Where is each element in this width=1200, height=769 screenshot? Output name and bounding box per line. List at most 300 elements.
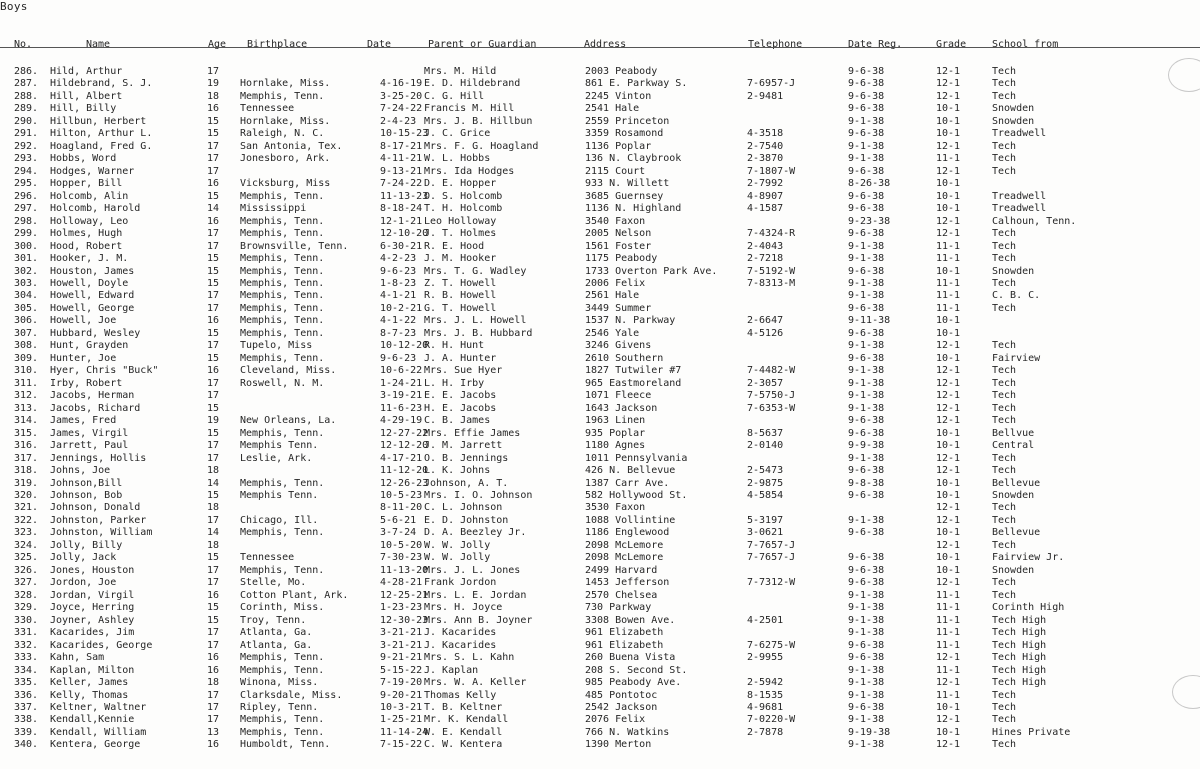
student-age-cell: 18 xyxy=(207,502,220,514)
school-from-cell: Tech High xyxy=(992,639,1047,651)
birth-date-cell: 6-30-21 xyxy=(380,240,423,252)
parent-guardian-cell: R. E. Hood xyxy=(424,240,485,252)
telephone-cell: 2-9481 xyxy=(747,90,784,102)
student-name-cell: Howell, Joe xyxy=(50,315,117,327)
birth-date-cell: 5-15-22 xyxy=(380,664,423,676)
address-cell: 582 Hollywood St. xyxy=(585,489,688,501)
header-parent: Parent or Guardian xyxy=(428,39,537,50)
date-registered-cell: 9-6-38 xyxy=(848,552,885,564)
birth-date-cell: 10-3-21 xyxy=(380,701,423,713)
student-name-cell: James, Fred xyxy=(50,415,117,427)
telephone-cell: 7-6957-J xyxy=(747,78,796,90)
column-header-row xyxy=(0,39,1200,53)
telephone-cell: 2-7218 xyxy=(747,253,784,265)
student-age-cell: 17 xyxy=(207,440,220,452)
birth-date-cell: 12-27-22 xyxy=(380,427,429,439)
entry-number-cell: 294. xyxy=(14,165,39,177)
birth-date-cell: 11-6-23 xyxy=(380,402,423,414)
student-age-cell: 17 xyxy=(207,340,220,352)
parent-guardian-cell: T. H. Holcomb xyxy=(424,203,503,215)
parent-guardian-cell: D. E. Hopper xyxy=(424,178,497,190)
school-from-cell: Tech xyxy=(992,165,1017,177)
birthplace-cell: Memphis, Tenn. xyxy=(240,726,325,738)
student-name-cell: Hodges, Warner xyxy=(50,165,135,177)
entry-number-cell: 310. xyxy=(14,365,39,377)
birthplace-cell: Clarksdale, Miss. xyxy=(240,689,343,701)
school-from-cell: Snowden xyxy=(992,115,1035,127)
birth-date-cell: 7-24-22 xyxy=(380,178,423,190)
birth-date-cell: 11-14-24 xyxy=(380,726,429,738)
parent-guardian-cell: Mrs. J. L. Howell xyxy=(424,315,527,327)
birth-date-cell: 1-23-23 xyxy=(380,602,423,614)
telephone-cell: 4-8907 xyxy=(747,190,784,202)
address-cell: 2006 Felix xyxy=(585,277,646,289)
grade-cell: 10-1 xyxy=(936,103,961,115)
student-age-cell: 16 xyxy=(207,739,220,751)
school-from-cell: Tech xyxy=(992,90,1017,102)
school-from-cell: Snowden xyxy=(992,564,1035,576)
student-age-cell: 19 xyxy=(207,415,220,427)
telephone-cell: 7-0220-W xyxy=(747,714,796,726)
student-name-cell: Hubbard, Wesley xyxy=(50,327,141,339)
address-cell: 1136 Poplar xyxy=(585,140,652,152)
parent-guardian-cell: Mrs. S. L. Kahn xyxy=(424,652,515,664)
student-age-cell: 15 xyxy=(207,128,220,140)
date-registered-cell: 9-6-38 xyxy=(848,302,885,314)
date-registered-cell: 9-1-38 xyxy=(848,602,885,614)
table-row xyxy=(0,241,1200,254)
parent-guardian-cell: H. E. Jacobs xyxy=(424,402,497,414)
school-from-cell: Treadwell xyxy=(992,128,1047,140)
birthplace-cell: Ripley, Tenn. xyxy=(240,701,319,713)
student-name-cell: Jordan, Virgil xyxy=(50,589,135,601)
birth-date-cell: 1-8-23 xyxy=(380,277,417,289)
student-age-cell: 16 xyxy=(207,315,220,327)
student-name-cell: Jordon, Joe xyxy=(50,577,117,589)
parent-guardian-cell: J. M. Hooker xyxy=(424,253,497,265)
table-row xyxy=(0,739,1200,752)
date-registered-cell: 9-6-38 xyxy=(848,78,885,90)
address-cell: 136 N. Claybrook xyxy=(585,153,682,165)
table-row xyxy=(0,91,1200,104)
school-from-cell: Fairview Jr. xyxy=(992,552,1065,564)
entry-number-cell: 301. xyxy=(14,253,39,265)
address-cell: 2076 Felix xyxy=(585,714,646,726)
entry-number-cell: 309. xyxy=(14,352,39,364)
address-cell: 426 N. Bellevue xyxy=(585,465,676,477)
student-age-cell: 17 xyxy=(207,228,220,240)
entry-number-cell: 287. xyxy=(14,78,39,90)
table-row xyxy=(0,665,1200,678)
parent-guardian-cell: J. C. Grice xyxy=(424,128,491,140)
entry-number-cell: 304. xyxy=(14,290,39,302)
table-row xyxy=(0,303,1200,316)
telephone-cell: 7-5750-J xyxy=(747,390,796,402)
table-row xyxy=(0,515,1200,528)
table-row xyxy=(0,290,1200,303)
address-cell: 1011 Pennsylvania xyxy=(585,452,688,464)
telephone-cell: 2-7878 xyxy=(747,726,784,738)
table-row xyxy=(0,615,1200,628)
birth-date-cell: 9-20-21 xyxy=(380,689,423,701)
table-row xyxy=(0,453,1200,466)
address-cell: 208 S. Second St. xyxy=(585,664,688,676)
birth-date-cell: 10-2-21 xyxy=(380,302,423,314)
address-cell: 1088 Vollintine xyxy=(585,514,676,526)
table-row xyxy=(0,440,1200,453)
student-name-cell: Hill, Billy xyxy=(50,103,117,115)
student-name-cell: Jarrett, Paul xyxy=(50,440,129,452)
birthplace-cell: Memphis, Tenn. xyxy=(240,277,325,289)
address-cell: 861 E. Parkway S. xyxy=(585,78,688,90)
address-cell: 1180 Agnes xyxy=(585,440,646,452)
birth-date-cell: 12-10-20 xyxy=(380,228,429,240)
entry-number-cell: 340. xyxy=(14,739,39,751)
birth-date-cell: 4-16-19 xyxy=(380,78,423,90)
grade-cell: 10-1 xyxy=(936,701,961,713)
date-registered-cell: 9-6-38 xyxy=(848,90,885,102)
table-row xyxy=(0,191,1200,204)
telephone-cell: 2-9875 xyxy=(747,477,784,489)
birth-date-cell: 12-26-23 xyxy=(380,477,429,489)
parent-guardian-cell: J. A. Hunter xyxy=(424,352,497,364)
birth-date-cell: 12-1-21 xyxy=(380,215,423,227)
entry-number-cell: 339. xyxy=(14,726,39,738)
telephone-cell: 5-3197 xyxy=(747,514,784,526)
entry-number-cell: 302. xyxy=(14,265,39,277)
parent-guardian-cell: W. L. Hobbs xyxy=(424,153,491,165)
birth-date-cell: 3-19-21 xyxy=(380,390,423,402)
address-cell: 1390 Merton xyxy=(585,739,652,751)
birthplace-cell: Memphis, Tenn. xyxy=(240,327,325,339)
grade-cell: 10-1 xyxy=(936,115,961,127)
student-age-cell: 18 xyxy=(207,539,220,551)
entry-number-cell: 318. xyxy=(14,465,39,477)
telephone-cell: 7-6353-W xyxy=(747,402,796,414)
school-from-cell: Tech xyxy=(992,377,1017,389)
birthplace-cell: Memphis, Tenn. xyxy=(240,265,325,277)
table-row xyxy=(0,565,1200,578)
student-age-cell: 14 xyxy=(207,477,220,489)
student-age-cell: 15 xyxy=(207,552,220,564)
birthplace-cell: Tennessee xyxy=(240,552,295,564)
table-row xyxy=(0,702,1200,715)
student-age-cell: 17 xyxy=(207,564,220,576)
grade-cell: 10-1 xyxy=(936,352,961,364)
address-cell: 2546 Yale xyxy=(585,327,640,339)
birthplace-cell: San Antonia, Tex. xyxy=(240,140,343,152)
table-row xyxy=(0,141,1200,154)
parent-guardian-cell: Mrs. J. B. Hillbun xyxy=(424,115,533,127)
grade-cell: 11-1 xyxy=(936,253,961,265)
telephone-cell: 7-8313-M xyxy=(747,277,796,289)
student-name-cell: Howell, Edward xyxy=(50,290,135,302)
birth-date-cell: 12-25-21 xyxy=(380,589,429,601)
address-cell: 3246 Givens xyxy=(585,340,652,352)
date-registered-cell: 9-8-38 xyxy=(848,477,885,489)
address-cell: 3308 Bowen Ave. xyxy=(585,614,676,626)
student-name-cell: Keltner, Waltner xyxy=(50,701,147,713)
address-cell: 2098 McLemore xyxy=(585,539,664,551)
student-name-cell: Howell, Doyle xyxy=(50,277,129,289)
birthplace-cell: Atlanta, Ga. xyxy=(240,627,313,639)
telephone-cell: 7-7657-J xyxy=(747,539,796,551)
birth-date-cell: 11-12-20 xyxy=(380,465,429,477)
entry-number-cell: 311. xyxy=(14,377,39,389)
parent-guardian-cell: W. W. Jolly xyxy=(424,552,491,564)
entry-number-cell: 295. xyxy=(14,178,39,190)
student-name-cell: Jacobs, Herman xyxy=(50,390,135,402)
grade-cell: 10-1 xyxy=(936,564,961,576)
entry-number-cell: 330. xyxy=(14,614,39,626)
school-from-cell: Tech xyxy=(992,739,1017,751)
date-registered-cell: 9-6-38 xyxy=(848,489,885,501)
table-row xyxy=(0,590,1200,603)
parent-guardian-cell: W. E. Kendall xyxy=(424,726,503,738)
table-row xyxy=(0,128,1200,141)
grade-cell: 10-1 xyxy=(936,726,961,738)
birth-date-cell: 10-6-22 xyxy=(380,365,423,377)
student-age-cell: 14 xyxy=(207,203,220,215)
school-from-cell: Snowden xyxy=(992,265,1035,277)
entry-number-cell: 319. xyxy=(14,477,39,489)
parent-guardian-cell: J. M. Jarrett xyxy=(424,440,503,452)
parent-guardian-cell: O. B. Jennings xyxy=(424,452,509,464)
header-age: Age xyxy=(208,39,227,50)
parent-guardian-cell: Mrs. T. G. Wadley xyxy=(424,265,527,277)
table-row xyxy=(0,552,1200,565)
address-cell: 935 Poplar xyxy=(585,427,646,439)
address-cell: 485 Pontotoc xyxy=(585,689,658,701)
student-age-cell: 17 xyxy=(207,390,220,402)
entry-number-cell: 306. xyxy=(14,315,39,327)
school-from-cell: Hines Private xyxy=(992,726,1071,738)
header-birthplace: Birthplace xyxy=(247,39,308,50)
student-name-cell: Kendall, William xyxy=(50,726,147,738)
telephone-cell: 8-5637 xyxy=(747,427,784,439)
student-name-cell: Johns, Joe xyxy=(50,465,111,477)
address-cell: 1453 Jefferson xyxy=(585,577,670,589)
entry-number-cell: 290. xyxy=(14,115,39,127)
table-row xyxy=(0,66,1200,79)
header-address: Address xyxy=(584,39,627,50)
grade-cell: 10-1 xyxy=(936,315,961,327)
student-name-cell: Hobbs, Word xyxy=(50,153,117,165)
telephone-cell: 4-2501 xyxy=(747,614,784,626)
address-cell: 260 Buena Vista xyxy=(585,652,676,664)
address-cell: 766 N. Watkins xyxy=(585,726,670,738)
grade-cell: 11-1 xyxy=(936,277,961,289)
table-row xyxy=(0,166,1200,179)
student-name-cell: Kentera, George xyxy=(50,739,141,751)
address-cell: 3685 Guernsey xyxy=(585,190,664,202)
student-age-cell: 15 xyxy=(207,265,220,277)
birthplace-cell: Cleveland, Miss. xyxy=(240,365,337,377)
student-name-cell: Johnson,Bill xyxy=(50,477,123,489)
student-age-cell: 18 xyxy=(207,465,220,477)
entry-number-cell: 298. xyxy=(14,215,39,227)
student-age-cell: 17 xyxy=(207,627,220,639)
parent-guardian-cell: Z. T. Howell xyxy=(424,277,497,289)
birth-date-cell: 4-17-21 xyxy=(380,452,423,464)
table-row xyxy=(0,502,1200,515)
entry-number-cell: 299. xyxy=(14,228,39,240)
grade-cell: 12-1 xyxy=(936,415,961,427)
birthplace-cell: Memphis, Tenn. xyxy=(240,228,325,240)
date-registered-cell: 9-1-38 xyxy=(848,115,885,127)
entry-number-cell: 323. xyxy=(14,527,39,539)
entry-number-cell: 335. xyxy=(14,677,39,689)
telephone-cell: 2-3870 xyxy=(747,153,784,165)
birth-date-cell: 4-2-23 xyxy=(380,253,417,265)
entry-number-cell: 296. xyxy=(14,190,39,202)
table-row xyxy=(0,390,1200,403)
date-registered-cell: 9-1-38 xyxy=(848,664,885,676)
school-from-cell: Bellvue xyxy=(992,427,1035,439)
entry-number-cell: 286. xyxy=(14,66,39,77)
school-from-cell: Tech xyxy=(992,452,1017,464)
address-cell: 2542 Jackson xyxy=(585,701,658,713)
table-row xyxy=(0,340,1200,353)
student-age-cell: 17 xyxy=(207,714,220,726)
student-name-cell: Kelly, Thomas xyxy=(50,689,129,701)
student-age-cell: 16 xyxy=(207,652,220,664)
table-row xyxy=(0,415,1200,428)
grade-cell: 10-1 xyxy=(936,527,961,539)
entry-number-cell: 336. xyxy=(14,689,39,701)
date-registered-cell: 9-6-38 xyxy=(848,527,885,539)
parent-guardian-cell: Mrs. Ann B. Joyner xyxy=(424,614,533,626)
grade-cell: 12-1 xyxy=(936,465,961,477)
student-name-cell: Kacarides, Jim xyxy=(50,627,135,639)
student-age-cell: 17 xyxy=(207,153,220,165)
date-registered-cell: 9-6-38 xyxy=(848,327,885,339)
address-cell: 1186 Englewood xyxy=(585,527,670,539)
entry-number-cell: 291. xyxy=(14,128,39,140)
parent-guardian-cell: J. T. Holmes xyxy=(424,228,497,240)
telephone-cell: 2-5942 xyxy=(747,677,784,689)
entry-number-cell: 308. xyxy=(14,340,39,352)
address-cell: 2245 Vinton xyxy=(585,90,652,102)
birthplace-cell: New Orleans, La. xyxy=(240,415,337,427)
telephone-cell: 7-1807-W xyxy=(747,165,796,177)
birthplace-cell: Leslie, Ark. xyxy=(240,452,313,464)
grade-cell: 11-1 xyxy=(936,290,961,302)
address-cell: 2005 Nelson xyxy=(585,228,652,240)
grade-cell: 12-1 xyxy=(936,677,961,689)
birth-date-cell: 3-25-20 xyxy=(380,90,423,102)
birth-date-cell: 12-12-20 xyxy=(380,440,429,452)
address-cell: 1537 N. Parkway xyxy=(585,315,676,327)
date-registered-cell: 9-23-38 xyxy=(848,215,891,227)
date-registered-cell: 9-1-38 xyxy=(848,390,885,402)
birthplace-cell: Corinth, Miss. xyxy=(240,602,325,614)
student-name-cell: Jolly, Jack xyxy=(50,552,117,564)
grade-cell: 11-1 xyxy=(936,240,961,252)
birthplace-cell: Stelle, Mo. xyxy=(240,577,307,589)
date-registered-cell: 9-6-38 xyxy=(848,103,885,115)
student-age-cell: 17 xyxy=(207,66,220,77)
birth-date-cell: 7-15-22 xyxy=(380,739,423,751)
grade-cell: 12-1 xyxy=(936,714,961,726)
grade-cell: 12-1 xyxy=(936,652,961,664)
parent-guardian-cell: Mrs. Sue Hyer xyxy=(424,365,503,377)
birthplace-cell: Tupelo, Miss xyxy=(240,340,313,352)
school-from-cell: Fairview xyxy=(992,352,1041,364)
student-name-cell: Kacarides, George xyxy=(50,639,153,651)
table-row xyxy=(0,203,1200,216)
table-row xyxy=(0,577,1200,590)
table-row xyxy=(0,652,1200,665)
date-registered-cell: 9-6-38 xyxy=(848,415,885,427)
school-from-cell: Tech xyxy=(992,253,1017,265)
telephone-cell: 3-0621 xyxy=(747,527,784,539)
table-row xyxy=(0,428,1200,441)
entry-number-cell: 312. xyxy=(14,390,39,402)
school-from-cell: Tech xyxy=(992,714,1017,726)
school-from-cell: Tech xyxy=(992,153,1017,165)
header-name: Name xyxy=(86,39,111,50)
date-registered-cell: 9-6-38 xyxy=(848,190,885,202)
table-row xyxy=(0,178,1200,191)
telephone-cell: 7-5192-W xyxy=(747,265,796,277)
grade-cell: 11-1 xyxy=(936,664,961,676)
grade-cell: 12-1 xyxy=(936,390,961,402)
parent-guardian-cell: Mrs. W. A. Keller xyxy=(424,677,527,689)
address-cell: 3449 Summer xyxy=(585,302,652,314)
entry-number-cell: 331. xyxy=(14,627,39,639)
parent-guardian-cell: C. B. James xyxy=(424,415,491,427)
school-from-cell: Treadwell xyxy=(992,203,1047,215)
parent-guardian-cell: O. S. Holcomb xyxy=(424,190,503,202)
table-row xyxy=(0,478,1200,491)
table-row xyxy=(0,527,1200,540)
entry-number-cell: 321. xyxy=(14,502,39,514)
student-name-cell: Joyce, Herring xyxy=(50,602,135,614)
birthplace-cell: Cotton Plant, Ark. xyxy=(240,589,349,601)
parent-guardian-cell: Mrs. H. Joyce xyxy=(424,602,503,614)
parent-guardian-cell: Mrs. J. L. Jones xyxy=(424,564,521,576)
telephone-cell: 2-4043 xyxy=(747,240,784,252)
grade-cell: 12-1 xyxy=(936,452,961,464)
table-row xyxy=(0,714,1200,727)
address-cell: 933 N. Willett xyxy=(585,178,670,190)
grade-cell: 12-1 xyxy=(936,365,961,377)
entry-number-cell: 288. xyxy=(14,90,39,102)
parent-guardian-cell: E. D. Hildebrand xyxy=(424,78,521,90)
school-from-cell: Snowden xyxy=(992,489,1035,501)
date-registered-cell: 9-1-38 xyxy=(848,452,885,464)
date-registered-cell: 9-6-38 xyxy=(848,265,885,277)
student-name-cell: Hopper, Bill xyxy=(50,178,123,190)
table-row xyxy=(0,278,1200,291)
telephone-cell: 4-9681 xyxy=(747,701,784,713)
student-name-cell: Hooker, J. M. xyxy=(50,253,129,265)
date-registered-cell: 9-6-38 xyxy=(848,577,885,589)
parent-guardian-cell: Mrs. M. Hild xyxy=(424,66,497,77)
date-registered-cell: 9-1-38 xyxy=(848,677,885,689)
birthplace-cell: Memphis, Tenn. xyxy=(240,477,325,489)
birthplace-cell: Memphis, Tenn. xyxy=(240,352,325,364)
address-cell: 3359 Rosamond xyxy=(585,128,664,140)
table-row xyxy=(0,727,1200,740)
birth-date-cell: 4-28-21 xyxy=(380,577,423,589)
school-from-cell: Tech xyxy=(992,415,1017,427)
date-registered-cell: 9-6-38 xyxy=(848,66,885,77)
table-row xyxy=(0,103,1200,116)
student-age-cell: 17 xyxy=(207,165,220,177)
date-registered-cell: 9-1-38 xyxy=(848,589,885,601)
